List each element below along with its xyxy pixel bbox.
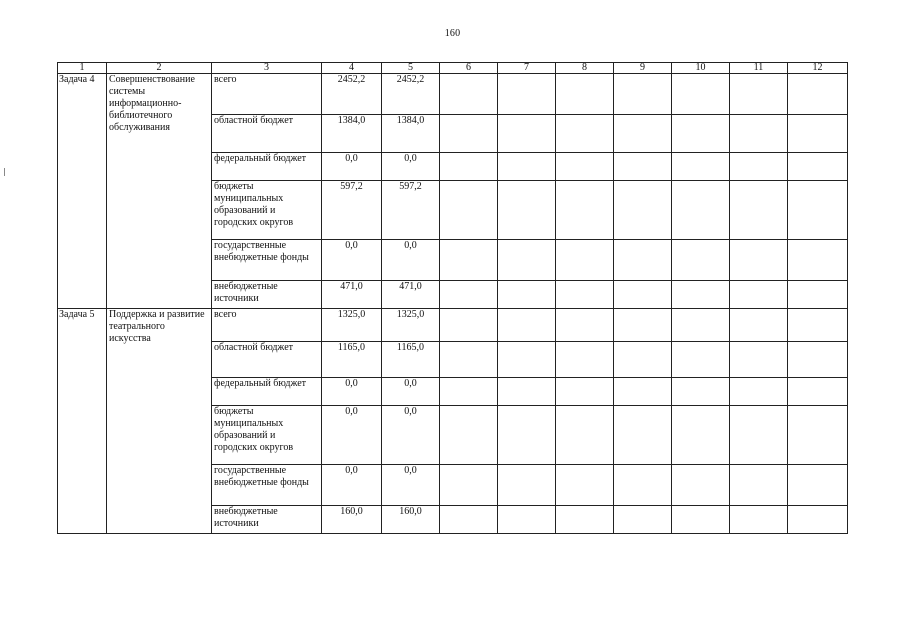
empty-cell — [440, 465, 498, 506]
task-name: Поддержка и развитие театрального искусства — [107, 309, 212, 534]
empty-cell — [556, 342, 614, 378]
empty-cell — [672, 74, 730, 115]
empty-cell — [788, 378, 848, 406]
empty-cell — [614, 181, 672, 240]
column-header: 1 — [58, 63, 107, 74]
funding-source: федеральный бюджет — [212, 153, 322, 181]
empty-cell — [788, 74, 848, 115]
value-col4: 471,0 — [322, 281, 382, 309]
value-col5: 0,0 — [382, 406, 440, 465]
empty-cell — [614, 378, 672, 406]
empty-cell — [730, 506, 788, 534]
funding-source: всего — [212, 74, 322, 115]
empty-cell — [614, 406, 672, 465]
empty-cell — [498, 181, 556, 240]
empty-cell — [672, 153, 730, 181]
empty-cell — [614, 74, 672, 115]
empty-cell — [498, 153, 556, 181]
value-col4: 2452,2 — [322, 74, 382, 115]
column-header: 7 — [498, 63, 556, 74]
empty-cell — [498, 406, 556, 465]
empty-cell — [614, 506, 672, 534]
value-col5: 0,0 — [382, 465, 440, 506]
empty-cell — [440, 309, 498, 342]
value-col5: 2452,2 — [382, 74, 440, 115]
empty-cell — [672, 115, 730, 153]
empty-cell — [440, 240, 498, 281]
value-col5: 1165,0 — [382, 342, 440, 378]
scan-margin-mark — [4, 168, 5, 176]
funding-source: федеральный бюджет — [212, 378, 322, 406]
empty-cell — [440, 181, 498, 240]
empty-cell — [614, 281, 672, 309]
empty-cell — [440, 506, 498, 534]
column-header: 12 — [788, 63, 848, 74]
value-col4: 0,0 — [322, 406, 382, 465]
empty-cell — [788, 153, 848, 181]
empty-cell — [614, 115, 672, 153]
empty-cell — [672, 342, 730, 378]
empty-cell — [730, 406, 788, 465]
column-header: 5 — [382, 63, 440, 74]
value-col5: 160,0 — [382, 506, 440, 534]
empty-cell — [730, 74, 788, 115]
table-row — [58, 309, 848, 342]
empty-cell — [730, 465, 788, 506]
empty-cell — [788, 281, 848, 309]
empty-cell — [498, 115, 556, 153]
value-col4: 597,2 — [322, 181, 382, 240]
empty-cell — [614, 309, 672, 342]
value-col4: 1165,0 — [322, 342, 382, 378]
column-header: 3 — [212, 63, 322, 74]
empty-cell — [498, 281, 556, 309]
empty-cell — [730, 378, 788, 406]
empty-cell — [672, 378, 730, 406]
empty-cell — [556, 115, 614, 153]
funding-source: всего — [212, 309, 322, 342]
value-col4: 0,0 — [322, 240, 382, 281]
value-col5: 1325,0 — [382, 309, 440, 342]
empty-cell — [614, 240, 672, 281]
task-name: Совершенствование системы информационно-библиотечного обслуживания — [107, 74, 212, 309]
empty-cell — [788, 240, 848, 281]
funding-source: областной бюджет — [212, 342, 322, 378]
page-number: 160 — [444, 28, 461, 39]
empty-cell — [672, 181, 730, 240]
value-col5: 597,2 — [382, 181, 440, 240]
empty-cell — [614, 465, 672, 506]
value-col4: 160,0 — [322, 506, 382, 534]
empty-cell — [440, 115, 498, 153]
column-header: 6 — [440, 63, 498, 74]
empty-cell — [498, 309, 556, 342]
empty-cell — [730, 342, 788, 378]
value-col4: 1384,0 — [322, 115, 382, 153]
funding-source: бюджеты муниципальных образований и городских округов — [212, 181, 322, 240]
empty-cell — [788, 465, 848, 506]
column-header: 9 — [614, 63, 672, 74]
empty-cell — [498, 378, 556, 406]
empty-cell — [730, 240, 788, 281]
empty-cell — [672, 506, 730, 534]
empty-cell — [730, 281, 788, 309]
empty-cell — [556, 281, 614, 309]
empty-cell — [672, 240, 730, 281]
empty-cell — [556, 506, 614, 534]
value-col5: 0,0 — [382, 240, 440, 281]
empty-cell — [556, 378, 614, 406]
funding-source: областной бюджет — [212, 115, 322, 153]
empty-cell — [498, 465, 556, 506]
column-header: 11 — [730, 63, 788, 74]
empty-cell — [498, 342, 556, 378]
empty-cell — [788, 115, 848, 153]
empty-cell — [440, 74, 498, 115]
value-col5: 0,0 — [382, 153, 440, 181]
empty-cell — [672, 465, 730, 506]
empty-cell — [556, 153, 614, 181]
column-header: 10 — [672, 63, 730, 74]
value-col5: 1384,0 — [382, 115, 440, 153]
value-col4: 1325,0 — [322, 309, 382, 342]
empty-cell — [440, 281, 498, 309]
empty-cell — [556, 465, 614, 506]
task-number: Задача 4 — [58, 74, 107, 309]
funding-source: внебюджетные источники — [212, 506, 322, 534]
empty-cell — [788, 506, 848, 534]
empty-cell — [440, 342, 498, 378]
empty-cell — [730, 115, 788, 153]
empty-cell — [672, 309, 730, 342]
empty-cell — [556, 406, 614, 465]
funding-source: государственные внебюджетные фонды — [212, 240, 322, 281]
column-header: 4 — [322, 63, 382, 74]
task-number: Задача 5 — [58, 309, 107, 534]
empty-cell — [498, 506, 556, 534]
empty-cell — [730, 309, 788, 342]
value-col4: 0,0 — [322, 153, 382, 181]
empty-cell — [788, 406, 848, 465]
empty-cell — [556, 309, 614, 342]
empty-cell — [440, 153, 498, 181]
empty-cell — [556, 240, 614, 281]
empty-cell — [672, 406, 730, 465]
value-col4: 0,0 — [322, 465, 382, 506]
empty-cell — [556, 74, 614, 115]
empty-cell — [440, 378, 498, 406]
empty-cell — [440, 406, 498, 465]
table-row — [58, 74, 848, 115]
empty-cell — [730, 153, 788, 181]
column-header: 8 — [556, 63, 614, 74]
empty-cell — [614, 153, 672, 181]
column-number-row — [58, 63, 848, 74]
budget-table — [57, 62, 848, 534]
empty-cell — [672, 281, 730, 309]
funding-source: государственные внебюджетные фонды — [212, 465, 322, 506]
empty-cell — [614, 342, 672, 378]
empty-cell — [788, 309, 848, 342]
empty-cell — [498, 240, 556, 281]
value-col4: 0,0 — [322, 378, 382, 406]
funding-source: внебюджетные источники — [212, 281, 322, 309]
empty-cell — [788, 342, 848, 378]
empty-cell — [556, 181, 614, 240]
value-col5: 471,0 — [382, 281, 440, 309]
column-header: 2 — [107, 63, 212, 74]
empty-cell — [730, 181, 788, 240]
value-col5: 0,0 — [382, 378, 440, 406]
funding-source: бюджеты муниципальных образований и городских округов — [212, 406, 322, 465]
empty-cell — [498, 74, 556, 115]
empty-cell — [788, 181, 848, 240]
